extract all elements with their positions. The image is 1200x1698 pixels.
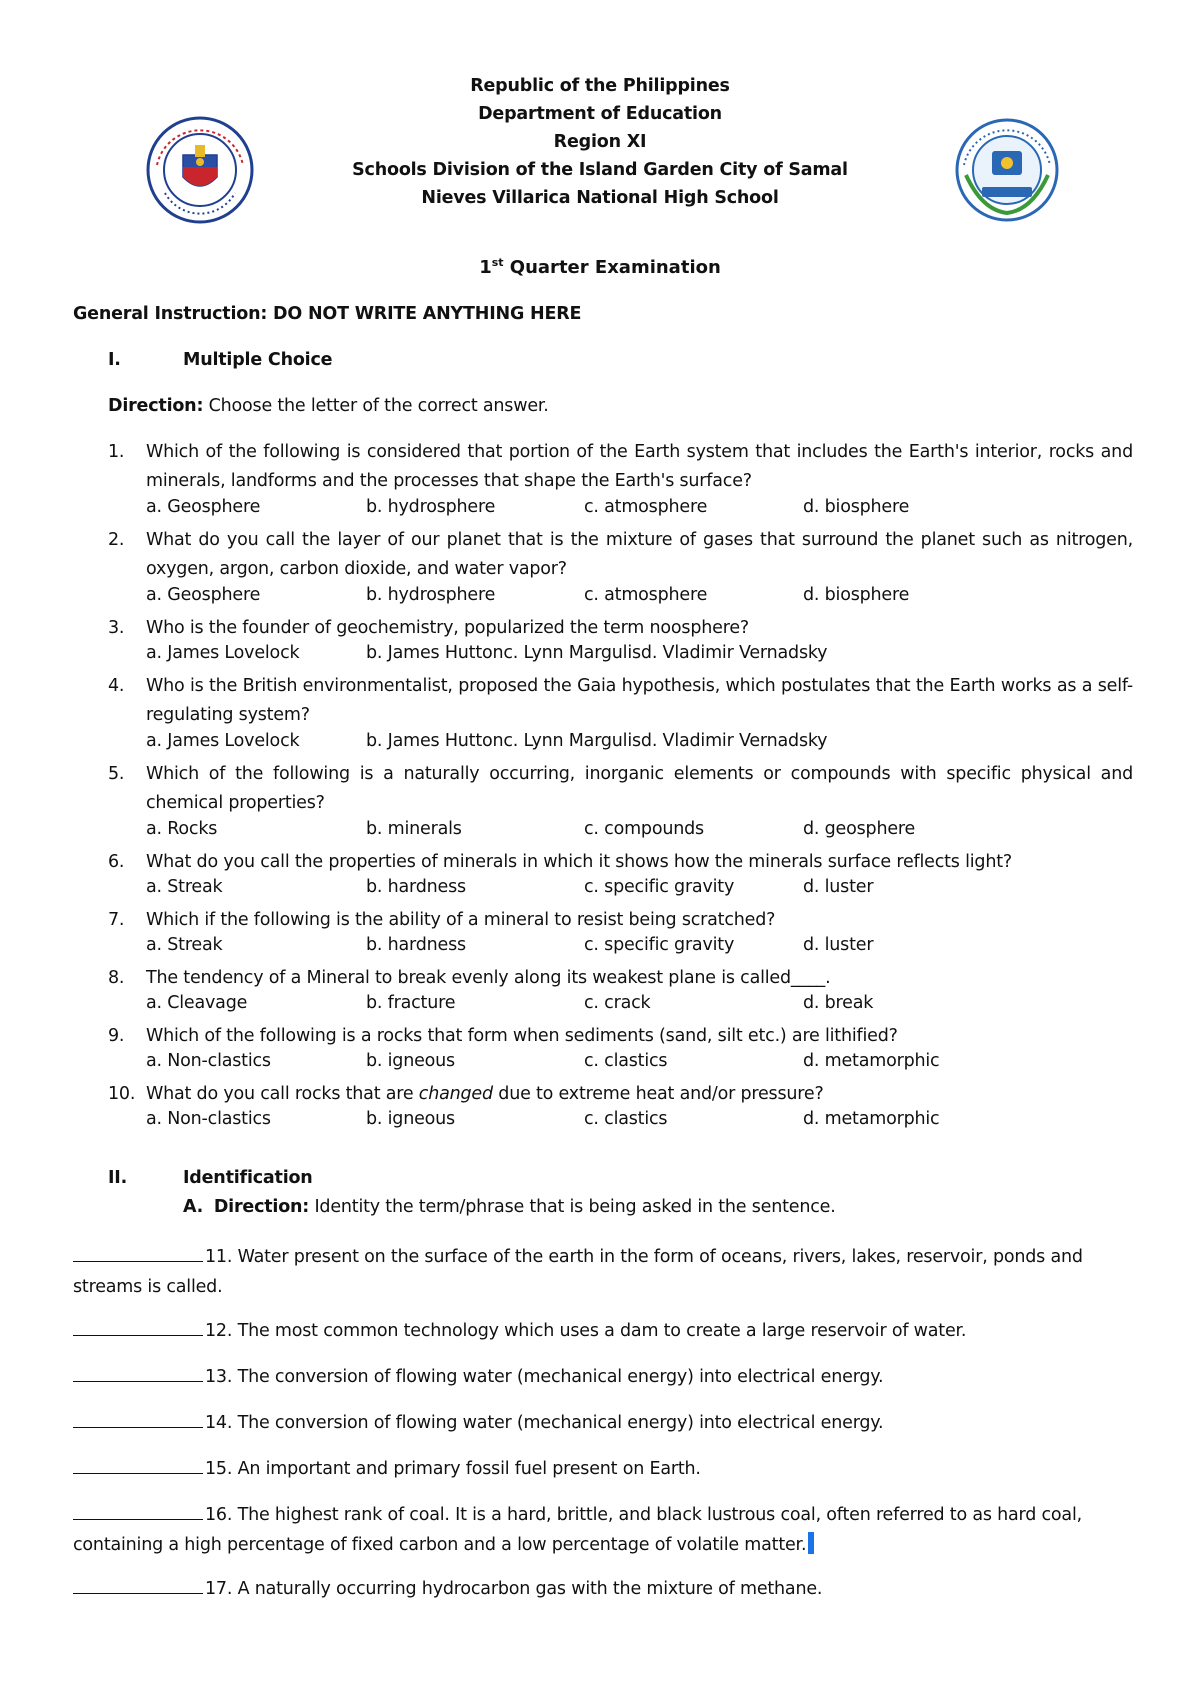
answer-blank — [73, 1455, 203, 1474]
part2-direction: A. Direction: Identity the term/phrase that is being asked in the sentence. — [183, 1197, 836, 1217]
identification-item-14: 14. The conversion of flowing water (mechanical energy) into electrical energy. — [73, 1408, 1133, 1438]
identification-item-12: 12. The most common technology which uses a dam to create a large reservoir of water. — [73, 1316, 1133, 1346]
answer-blank — [73, 1363, 203, 1382]
identification-item-11: 11. Water present on the surface of the earth in the form of oceans, rivers, lakes, reservoir, ponds and streams is called. — [73, 1242, 1133, 1302]
exam-page: Republic of the Philippines Department of Education Region XI Schools Division of the Island Garden City of Samal Nieves Villarica National High School 1st Quarter Examination General Instruction: DO NOT WRITE ANYTHING HERE I. Multiple Choice Direction: Choose the letter of the correct answer. 1. Which of the following is considered that portion of the Earth system that includes the Earth's interior, rocks and minerals, landforms and the processes that shape the Earth's surface? a. Geosphere b. hydrosphere c. atmosphere d. biosphere 2. What do you call the layer of our planet that is the mixture of gases that surround the planet such as nitrogen, oxygen, argon, carbon dioxide, and water vapor? a. Geosphere b. hydrosphere c. atmosphere d. biosphere 3. Who is the founder of geochemistry, popularized the term noosphere? a. James Lovelock b. James Huttonc. Lynn Margulisd. Vladimir Vernadsky 4. Who is the British environmentalist, proposed the Gaia hypothesis, which postulates that the Earth works as a self-regulating system? a. James Lovelock b. James Huttonc. Lynn Margulisd. Vladimir Vernadsky 5. Which of the following is a naturally occurring, inorganic elements or compounds with specific physical and chemical properties? a. Rocks b. minerals c. compounds d. geosphere 6. What do you call the properties of minerals in which it shows how the minerals surface reflects light? a. Streak b. hardness c. specific gravity d. luster 7. Which if the following is the ability of a mineral to resist being scratched? a. Streak b. hardness c. specific gravity d. luster 8. The tendency of a Mineral to break evenly along its weakest plane is called____. a. Cleavage b. fracture c. crack d. break 9. Which of the following is a rocks that form when sediments (sand, silt etc.) are lithified? a. Non-clastics b. igneous c. clastics d. metamorphic 10. What do you call rocks that are changed due to extreme heat and/or pressure? a. Non-clastics b. igneous c. clastics d. metamorphic II. Identification A. Direction: Identity the term/phrase that is being asked in the sentence. 11. Water present on the surface of the earth in the form of oceans, rivers, lakes, reservoir, ponds and streams is called. 12. The most common technology which uses a dam to create a large reservoir of water. 13. The conversion of flowing water (mechanical energy) into electrical energy. 14. The conversion of flowing water (mechanical energy) into electrical energy. 15. An important and primary fossil fuel present on Earth. 16. The highest rank of coal. It is a hard, brittle, and black lustrous coal, often referred to as hard coal, containing a high percentage of fixed carbon and a low percentage of volatile matter. 17. A naturally occurring hydrocarbon gas with the mixture of methane. — [0, 0, 1200, 1698]
answer-blank — [73, 1501, 203, 1520]
header-department: Department of Education — [478, 104, 722, 124]
part2-number: II. — [108, 1168, 128, 1188]
question-6: 6. What do you call the properties of minerals in which it shows how the minerals surface reflects light? — [108, 852, 1012, 872]
header-country: Republic of the Philippines — [470, 76, 730, 96]
header-school: Nieves Villarica National High School — [421, 188, 779, 208]
document-header — [0, 72, 1200, 212]
question-10: 10. What do you call rocks that are changed due to extreme heat and/or pressure? — [108, 1084, 824, 1104]
answer-blank — [73, 1317, 203, 1336]
identification-item-13: 13. The conversion of flowing water (mechanical energy) into electrical energy. — [73, 1362, 1133, 1392]
header-region: Region XI — [553, 132, 647, 152]
part2-title: Identification — [183, 1168, 313, 1188]
header-division: Schools Division of the Island Garden City of Samal — [352, 160, 848, 180]
question-2: 2. What do you call the layer of our planet that is the mixture of gases that surround the planet such as nitrogen, oxygen, argon, carbon dioxide, and water vapor? — [108, 530, 1133, 579]
part1-direction: Direction: Choose the letter of the correct answer. — [108, 396, 549, 416]
text-cursor — [808, 1532, 814, 1554]
exam-title: 1st Quarter Examination — [479, 256, 721, 278]
answer-blank — [73, 1243, 203, 1262]
question-1: 1. Which of the following is considered that portion of the Earth system that includes the Earth's interior, rocks and minerals, landforms and the processes that shape the Earth's surface? — [108, 442, 1133, 491]
question-4: 4. Who is the British environmentalist, proposed the Gaia hypothesis, which postulates that the Earth works as a self-regulating system? — [108, 676, 1133, 725]
question-5: 5. Which of the following is a naturally occurring, inorganic elements or compounds with specific physical and chemical properties? — [108, 764, 1133, 813]
question-9: 9. Which of the following is a rocks that form when sediments (sand, silt etc.) are lithified? — [108, 1026, 898, 1046]
general-instruction: General Instruction: DO NOT WRITE ANYTHING HERE — [73, 304, 582, 324]
answer-blank — [73, 1409, 203, 1428]
question-3: 3. Who is the founder of geochemistry, popularized the term noosphere? — [108, 618, 749, 638]
identification-item-15: 15. An important and primary fossil fuel present on Earth. — [73, 1454, 1133, 1484]
answer-blank — [73, 1575, 203, 1594]
part1-number: I. — [108, 350, 121, 370]
identification-item-17: 17. A naturally occurring hydrocarbon gas with the mixture of methane. — [73, 1574, 1133, 1604]
question-7: 7. Which if the following is the ability of a mineral to resist being scratched? — [108, 910, 776, 930]
identification-item-16: 16. The highest rank of coal. It is a hard, brittle, and black lustrous coal, often referred to as hard coal, containing a high percentage of fixed carbon and a low percentage of volatile matter. — [73, 1500, 1133, 1560]
question-8: 8. The tendency of a Mineral to break evenly along its weakest plane is called____. — [108, 968, 831, 988]
part1-title: Multiple Choice — [183, 350, 333, 370]
